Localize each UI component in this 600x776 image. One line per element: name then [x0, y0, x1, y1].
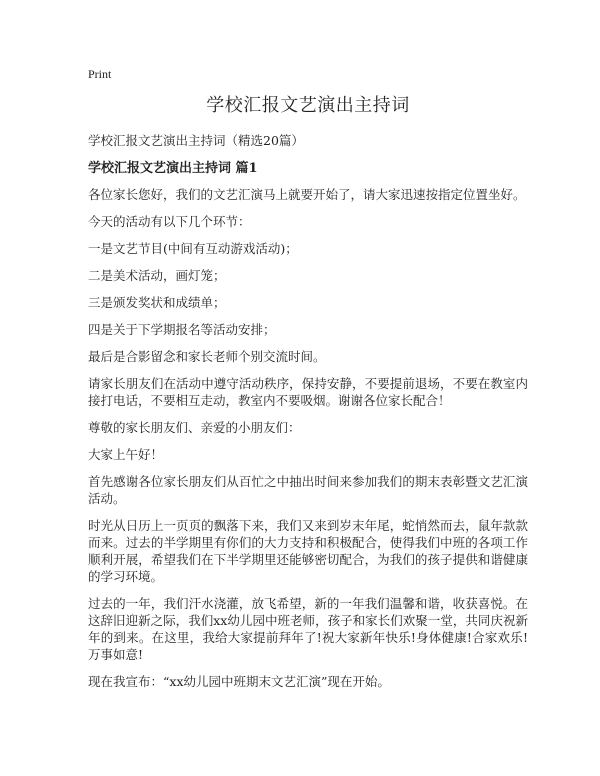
paragraph-thanks: 首先感谢各位家长朋友们从百忙之中抽出时间来参加我们的期末表彰暨文艺汇演活动。	[88, 474, 528, 506]
paragraph-new-year: 过去的一年，我们汗水浇灌，放飞希望，新的一年我们温馨和谐，收获喜悦。在这辞旧迎新之际，我们xx幼儿园中班老师，孩子和家长们欢聚一堂，共同庆祝新年的到来。在这里，我给大家提前拜年了!祝大家新年快乐!身体健康!合家欢乐!万事如意!	[88, 596, 528, 662]
paragraph-review: 时光从日历上一页页的飘落下来，我们又来到岁末年尾，蛇悄然而去，鼠年款款而来。过去的半学期里有你们的大力支持和积极配合，使得我们中班的各项工作顺利开展，希望我们在下半学期里还能够密切配合，为我们的孩子提供和谐健康的学习环境。	[88, 518, 528, 584]
document-title: 学校汇报文艺演出主持词	[206, 95, 410, 116]
paragraph-agenda-item-4: 四是关于下学期报名等活动安排；	[88, 322, 276, 337]
print-link[interactable]: Print	[88, 67, 112, 81]
paragraph-greeting: 各位家长您好，我们的文艺汇演马上就要开始了，请大家迅速按指定位置坐好。	[88, 187, 526, 202]
section-heading: 学校汇报文艺演出主持词 篇1	[88, 161, 258, 176]
paragraph-announcement: 现在我宣布：“xx幼儿园中班期末文艺汇演”现在开始。	[88, 674, 390, 689]
paragraph-agenda-item-2: 二是美术活动，画灯笼；	[88, 268, 226, 283]
paragraph-agenda-item-1: 一是文艺节目(中间有互动游戏活动)；	[88, 241, 298, 256]
paragraph-good-morning: 大家上午好！	[88, 447, 164, 462]
document-page	[88, 66, 528, 700]
document-subtitle: 学校汇报文艺演出主持词（精选20篇）	[88, 133, 304, 148]
paragraph-agenda-item-3: 三是颁发奖状和成绩单；	[88, 295, 226, 310]
paragraph-rules: 请家长朋友们在活动中遵守活动秩序，保持安静，不要提前退场，不要在教室内接打电话，不要相互走动，教室内不要吸烟。谢谢各位家长配合！	[88, 376, 528, 408]
paragraph-agenda-intro: 今天的活动有以下几个环节：	[88, 214, 251, 229]
paragraph-agenda-item-5: 最后是合影留念和家长老师个别交流时间。	[88, 349, 326, 364]
paragraph-salutation: 尊敬的家长朋友们、亲爱的小朋友们：	[88, 420, 301, 435]
